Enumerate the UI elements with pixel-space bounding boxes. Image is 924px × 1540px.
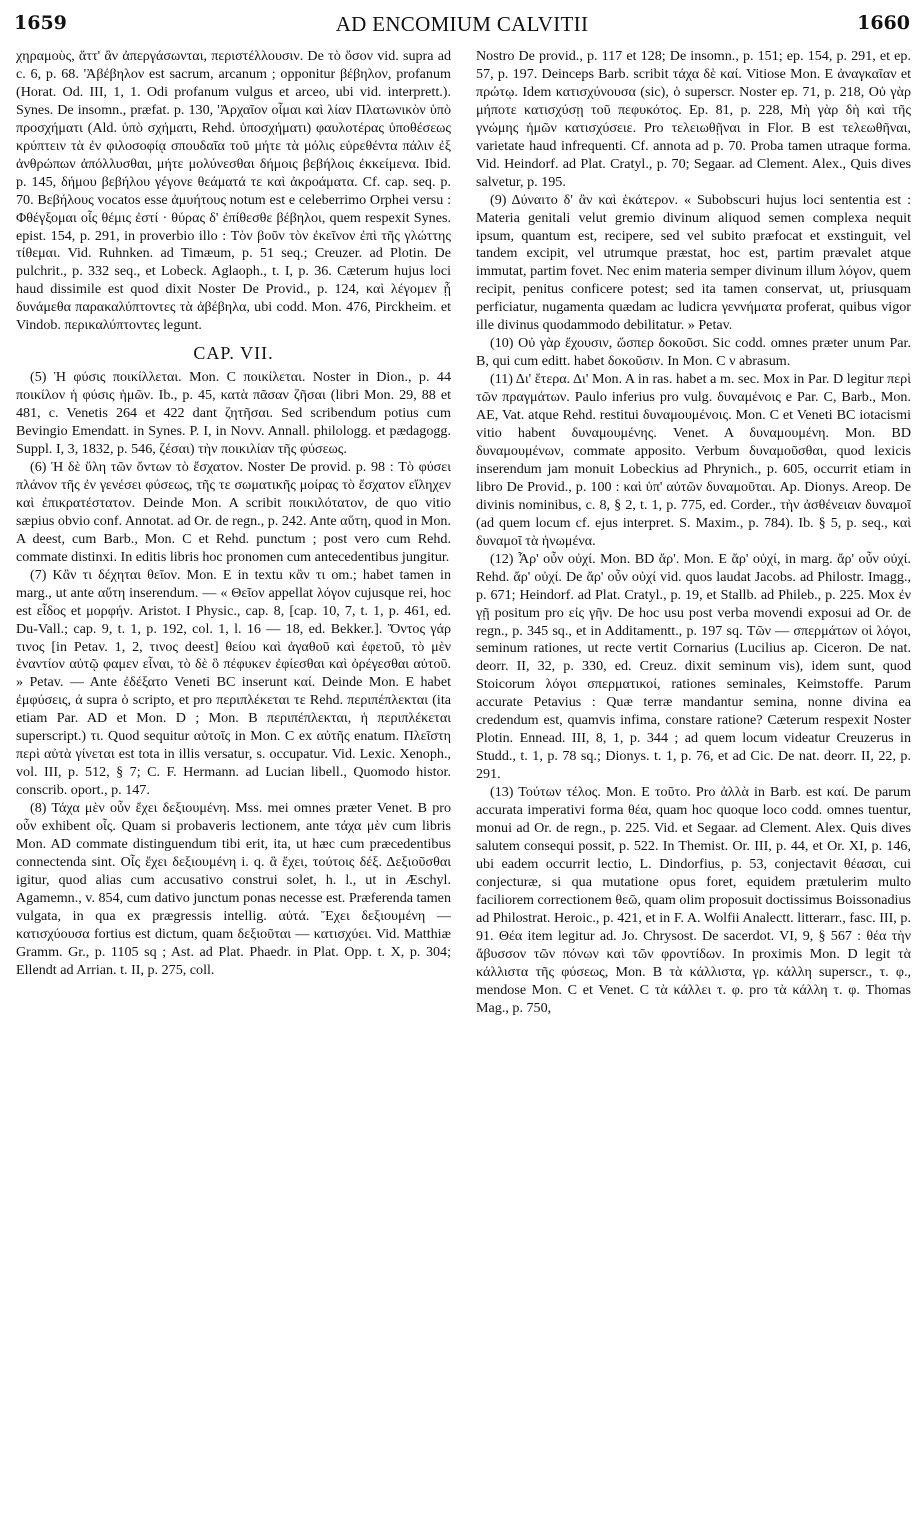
page-number-left: 1659	[14, 12, 67, 34]
page-number-right: 1660	[857, 12, 910, 34]
left-column	[16, 48, 451, 1528]
note-11: (11) Δι' ἕτερα. Δι' Mon. A in ras. habet a m. sec. Mox in Par. D legitur περὶ τῶν πραγμάτων. Paulo inferius pro vulg. δυναμένοις e Par. C, Barb., Mon. AE, Vat. atque Rehd. restitui δυναμουμένοις. Mon. C et Veneti BC iotacismi vitio habent δυναμουμένης. Venet. A δυναμουμένη. Mon. BD δυναμουμένων, commate apposito. Verbum δυναμοῦσθαι, quod lexicis inserendum jam monuit Lobeckius ad Phrynich., p. 605, occurrit etiam in libro De Provid., p. 100 : καὶ ὑπ' αὐτῶν δυναμοῦται. Ap. Dionys. Areop. De divinis nominibus, c. 8, § 2, t. 1, p. 775, ed. Corder., τὴν ἀσθένειαν δυναμοῖ (ad quem locum cf. ejus interpret. S. Maxim., p. 784). Ib. § 5, p. seq., καὶ δυναμοῖ τὰ ἡνωμένα.	[476, 371, 911, 549]
note-5: (5) Ἡ φύσις ποικίλλεται. Mon. C ποικίλεται. Noster in Dion., p. 44 ποικίλον ἡ φύσις ἡμῶν. Ib., p. 45, κατὰ πᾶσαν ζῆσαι (libri Mon. 29, 88 et 481, c. Venetis 264 et 422 dant ζητῆσαι. Sed scribendum potius cum Bevingio Emendatt. in Synes. P. I, in Novv. Annall. philologg. et pædagogg. Suppl. I, 3, 1832, p. 546, ζέσαι) τὴν ποικιλίαν τῆς φύσεως.	[16, 369, 451, 458]
note-9: (9) Δύναιτο δ' ἂν καὶ ἑκάτερον. « Subobscuri hujus loci sententia est : Materia genitali velut gremio divinum aliquod semen complexa nequit ipsum, quantum est, recipere, sed vel subito præfocat et exstinguit, vel tandem excipit, vel utrumque præstat, hoc est, partim prævalet atque immutat, partim fovet. Nec enim materia semper divinum illum λόγον, quem recipit, penitus conficere potest; sed ita tamen conservat, ut, priusquam perficiatur, nugamenta quædam ac ludicra γεννήματα proferat, quibus vigor ille divinus quodammodo debilitatur. » Petav.	[476, 191, 911, 334]
note-10: (10) Οὐ γὰρ ἔχουσιν, ὥσπερ δοκοῦσι. Sic codd. omnes præter unum Par. B, qui cum editt. habet δοκοῦσιν. In Mon. C ν abrasum.	[476, 335, 911, 370]
note-8: (8) Τάχα μὲν οὖν ἔχει δεξιουμένη. Mss. mei omnes præter Venet. B pro οὖν exhibent οἷς. Quam si probaveris lectionem, ante τάχα μὲν cum libris Mon. AD commate distinguendum tibi erit, ita, ut hæc cum præcedentibus connectenda sint. Οἷς ἔχει δεξιουμένη i. q. ἃ ἔχει, τούτοις δέξ. Δεξιοῦσθαι igitur, quod alias cum accusativo construi solet, h. l., ut in Æschyl. Agamemn., v. 854, cum dativo junctum ponas necesse est. Præferenda tamen vulgata, in qua ex prægressis intellig. αὐτά. Ἔχει δεξιουμένη — κατισχύουσα fortius est dictum, quam δεξιοῦται — κατισχύει. Vid. Matthiæ Gramm. Gr., p. 1105 sq ; Ast. ad Plat. Phaedr. in Plat. Opp. t. X, p. 304; Ellendt ad Arrian. t. II, p. 275, coll.	[16, 800, 451, 978]
running-title: AD ENCOMIUM CALVITII	[335, 12, 589, 36]
chapter-heading: CAP. VII.	[193, 343, 274, 364]
note-12: (12) Ἆρ' οὖν οὐχί. Mon. BD ἄρ'. Mon. E ἄρ' οὐχί, in marg. ἄρ' οὖν οὐχί. Rehd. ἄρ' οὐχί. De ἄρ' οὖν οὐχί vid. quos laudat Jacobs. ad Philostr. Imagg., p. 671; Heindorf. ad Plat. Cratyl., p. 19, et Stallb. ad Phileb., p. 225. Mox ἐν γῇ positum pro εἰς γῆν. De hoc usu post verba movendi exposui ad Or. de regn., p. 345 sq., et in Additamentt., p. 197 sq. Τῶν — σπερμάτων οἱ λόγοι, seminum rationes, ut recte vertit Cornarius (Lucilius ap. Ciceron. De nat. deorr. II, 32, p. 330, ed. Creuz. dixit seminum vis), idem sunt, quod Stoicorum λόγοι σπερματικοί, rationes seminales, Keimstoffe. Parum accurate Petavius : Quæ terræ mandantur semina, nonne divina ea credendum est, quamvis infima, constare ratione? Cæterum respexit Noster Plotin. Ennead. III, 8, 1, p. 344 ; ad quem locum videatur Creuzerus in Studd., t. 1, p. 78 sq.; Dionys. t. 1, p. 76, et ad Cic. De nat. deorr. II, 22, p. 291.	[476, 550, 911, 783]
right-intro-paragraph: Nostro De provid., p. 117 et 128; De insomn., p. 151; ep. 154, p. 291, et ep. 57, p. 197. Deinceps Barb. scribit τάχα δὲ καί. Vitiose Mon. E ἀναγκαῖαν et πρώτῳ. Idem κατισχύνουσα (sic), ὁ superscr. Noster ep. 71, p. 218, Οὐ γὰρ μήποτε κατισχύσῃ τοῦ πεφυκότος. Ep. 81, p. 228, Μὴ γὰρ δὴ καὶ τῆς γνώμης ἡμῶν κατισχύσειε. Pro τελειωθῇναι in Flor. B est τελεωθῆναι, varietate haud infrequenti. Cf. annota ad p. 70. Proba tamen utraque forma. Vid. Heindorf. ad Plat. Cratyl., p. 70; Segaar. ad Clement. Alex., Quis dives salvetur, p. 195.	[476, 48, 911, 190]
right-column	[476, 48, 911, 1528]
running-head	[14, 12, 910, 40]
note-6: (6) Ἡ δὲ ὕλη τῶν ὄντων τὸ ἔσχατον. Noster De provid. p. 98 : Τὸ φύσει πλάνον τῆς ἐν γενέσει φύσεως, τῆς τε σωματικῆς μοίρας τὸ ἔσχατον εἴληχεν καὶ ἐπικρατέστατον. Deinde Mon. A scribit ποικιλότατον, de quo vitio sæpius obvio conf. Annotat. ad Or. de regn., p. 242. Ante αὕτη, quod in Mon. A deest, cum Barb., Mon. C et Rehd. punctum ; post vero cum Rehd. commate distinxi. In editis libris hoc pronomen cum antecedentibus jungitur.	[16, 458, 451, 565]
left-intro-paragraph: χηραμοὺς, ἅττ' ἂν ἀπεργάσωνται, περιστέλλουσιν. De τὸ ὅσον vid. supra ad c. 6, p. 68. 'Ἀβέβηλον est sacrum, arcanum ; opponitur βέβηλον, profanum (Horat. Od. III, 1, 1. Odi profanum vulgus et arceo, ubi vid. interprett.). Synes. De insomn., præfat. p. 130, 'Ἀρχαῖον οἶμαι καὶ λίαν Πλατωνικὸν ὑπὸ προσχήματι (Ald. ὑπὸ σχήματι, Rehd. ὑποσχήματι) φαυλοτέρας ὑποθέσεως κρύπτειν τὰ ἐν φιλοσοφίᾳ σπουδαῖα τοῦ μήτε τὰ μόλις εὑρεθέντα πάλιν ἐξ ἀνθρώπων ἀπόλλυσθαι, μήτε μολύνεσθαι δήμοις βεβήλοις ἐκκείμενα. Ibid. p. 145, δήμου βεβήλου γέγονε θεάματά τε καὶ ἀκροάματα. Cf. cap. seq. p. 70. Βεβήλους vocatos esse ἀμυήτους notum est e celeberrimo Orphei versu : Φθέγξομαι οἷς θέμις ἐστί · θύρας δ' ἐπίθεσθε βέβηλοι, quem respexit Synes. epist. 154, p. 291, in proverbio illo : Τὸν βοῦν τὸν ἐκεῖνον ἐπὶ τῆς γλώττης τίθεμαι. Vid. Ruhnken. ad Timæum, p. 51 seq.; Creuzer. ad Plotin. De pulchrit., p. 332 seq., et Lobeck. Aglaoph., t. I, p. 36. Cæterum hujus loci haud dissimile est quod dixit Noster De Provid., p. 124, καὶ λέγομεν ᾗ δυνάμεθα παρακαλύπτοντες τὰ ἀβέβηλα, ubi codd. Mon. 476, Pirckheim. et Vindob. περικαλύπτοντες legunt.	[16, 48, 451, 334]
note-7: (7) Κἂν τι δέχηται θεῖον. Mon. E in textu κἂν τι om.; habet tamen in marg., ut ante αὕτη inserendum. — « Θεῖον appellat λόγον cujusque rei, hoc est εἶδος et μορφήν. Aristot. I Physic., cap. 8, [cap. 10, 7, t. 1, p. 461, ed. Du-Vall.; cap. 9, t. 1, p. 192, col. 1, l. 16 — 18, ed. Bekker.]. Ὄντος γάρ τινος [in Petav. 1, 2, τινος deest] θείου καὶ ἀγαθοῦ καὶ ἐφετοῦ, τὸ μὲν ἐναντίον αὐτῷ φαμεν εἶναι, τὸ δὲ ὃ πέφυκεν ἐφίεσθαι καὶ ὀρέγεσθαι αὐτοῦ. » Petav. — Ante ἐδέξατο Veneti BC inserunt καί. Deinde Mon. E habet ἐμφύσεις, ά supra ὁ scripto, et pro περιπλέκεται τε Rehd. περιπέπλεκται (ita etiam Par. AD et Mon. D ; Mon. B περιπέπλεκται, ἡ περιπλέκεται superscript.) τι. Quod sequitur αὐτοῖς in Mon. C ex αὐτῆς enatum. Πλεῖστη περὶ αὐτὰ γίνεται est tota in illis versatur, s. occupatur. Vid. Lexic. Xenoph., vol. III, p. 512, § 7; C. F. Hermann. ad Lucian libell., Quomodo histor. conscrib. oport., p. 147.	[16, 566, 451, 799]
note-13: (13) Τούτων τέλος. Mon. E τοῦτο. Pro ἀλλὰ in Barb. est καί. De parum accurata imperativi forma θέα, quam hoc quoque loco codd. omnes tuentur, monui ad Or. de regn., p. 225. Vid. et Segaar. ad Clement. Alex. Quis dives salutem consequi possit, p. 522. In Themist. Or. III, p. 44, et Or. XI, p. 146, ubi eadem occurrit lectio, L. Dindorfius, p. 53, conjectavit θέασαι, cui conjecturæ, si qua mutatione opus foret, equidem prætulerim multo faciliorem correctionem θεῶ, quam olim proposuit doctissimus Boissonadius ad Philostrat. Heroic., p. 421, et in F. A. Wolfii Analectt. litterarr., fasc. III, p. 91. Θέα item legitur ad. Jo. Chrysost. De sacerdot. VI, 9, § 567 : θέα τὴν ἄβυσσον τῶν πόνων καὶ τῶν φροντίδων. In proximis Mon. D legit τὰ κάλλιστα τῆς φύσεως, Mon. B τὰ κάλλιστα, γρ. κάλλη superscr., τ. φ., mendose Mon. C et Venet. C τὰ κάλλει τ. φ. pro τὰ κάλλη τ. φ. Thomas Mag., p. 750,	[476, 784, 911, 1016]
